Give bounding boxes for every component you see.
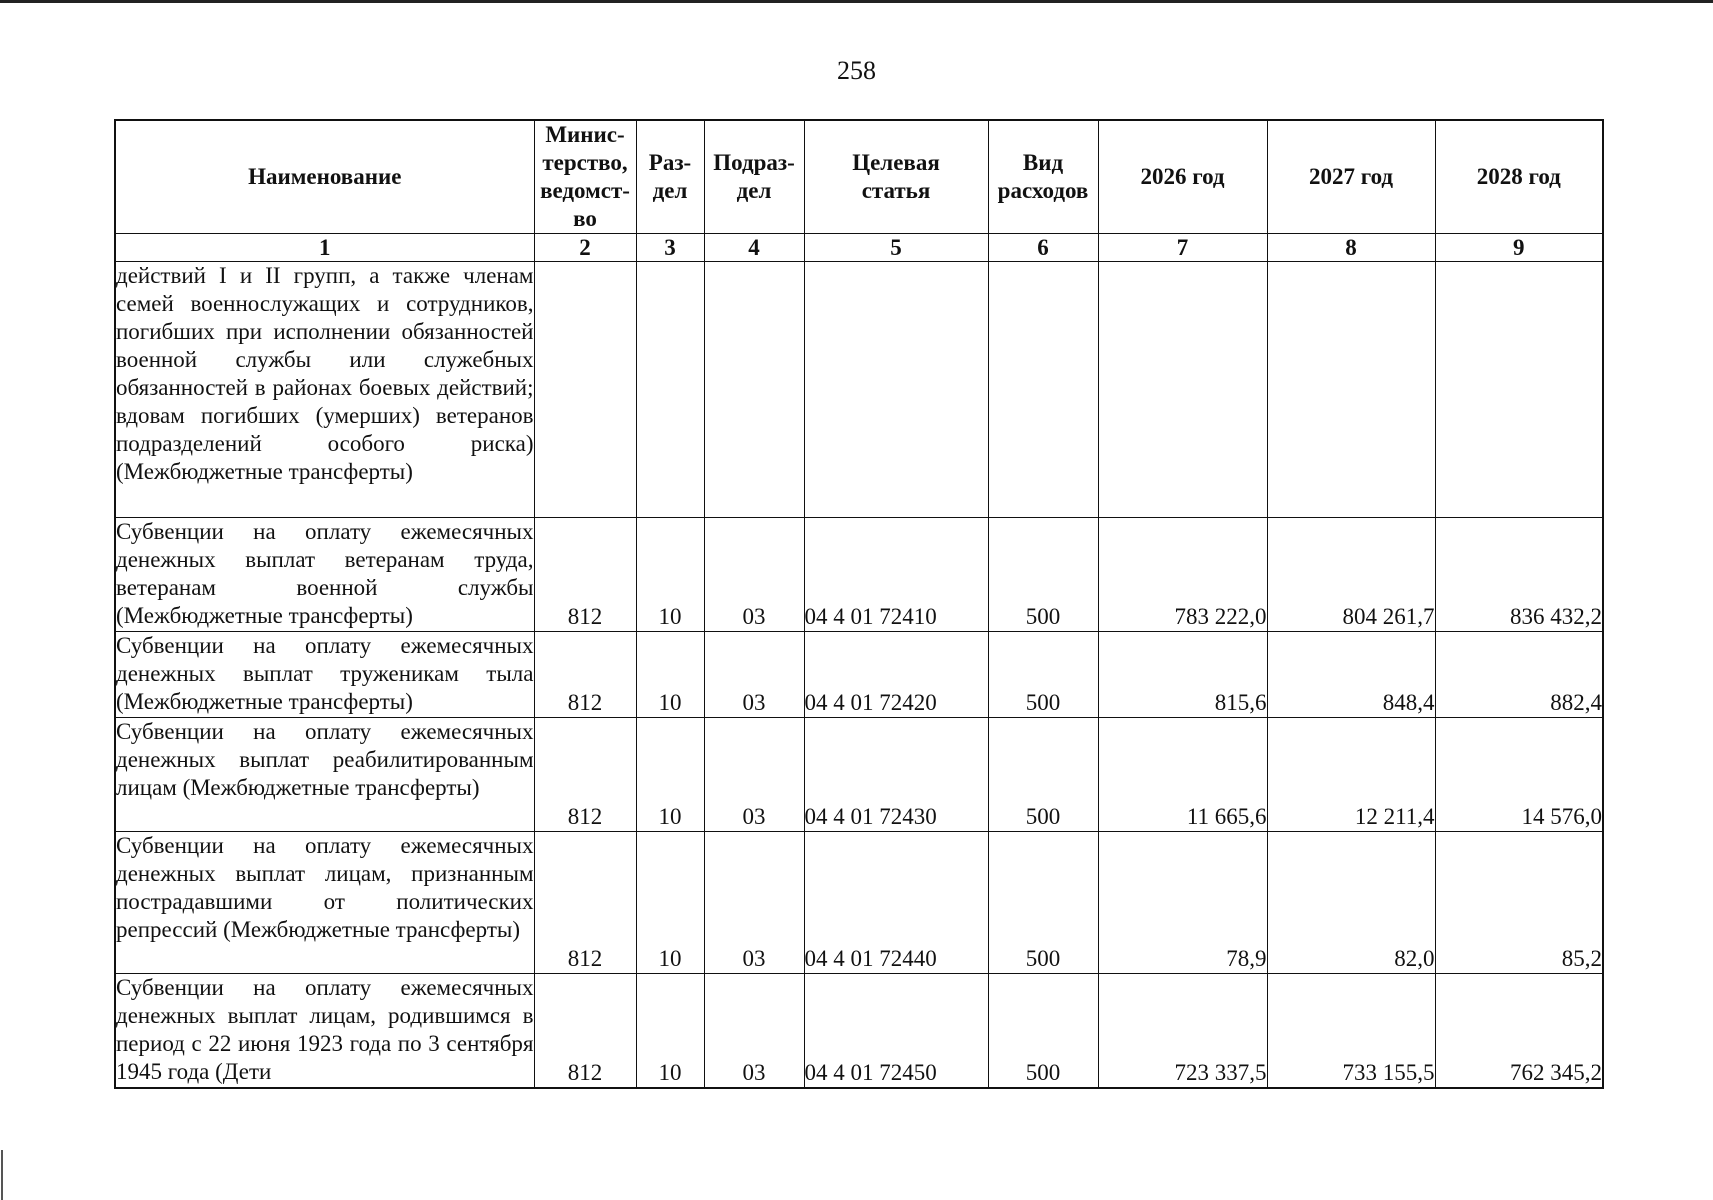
col-number: 6	[988, 234, 1098, 262]
col-header-2026: 2026 год	[1098, 120, 1267, 234]
row-2026: 723 337,5	[1098, 974, 1267, 1088]
col-number: 5	[804, 234, 988, 262]
table-row	[115, 974, 1603, 1088]
row-2027	[1267, 262, 1435, 518]
budget-table	[114, 119, 1604, 1089]
row-ministry: 812	[534, 518, 636, 632]
row-section: 10	[636, 632, 704, 718]
row-ministry	[534, 262, 636, 518]
row-section: 10	[636, 832, 704, 974]
scan-edge-mark	[1, 1150, 3, 1200]
table-row	[115, 832, 1603, 974]
row-2027: 733 155,5	[1267, 974, 1435, 1088]
row-expense-type: 500	[988, 974, 1098, 1088]
row-expense-type: 500	[988, 518, 1098, 632]
col-header-target: Целевая статья	[804, 120, 988, 234]
row-subsection: 03	[704, 718, 804, 832]
row-2027: 804 261,7	[1267, 518, 1435, 632]
row-ministry: 812	[534, 632, 636, 718]
row-subsection	[704, 262, 804, 518]
row-2026	[1098, 262, 1267, 518]
row-2027: 848,4	[1267, 632, 1435, 718]
col-header-name: Наименование	[115, 120, 534, 234]
row-ministry: 812	[534, 974, 636, 1088]
row-section: 10	[636, 974, 704, 1088]
row-2027: 82,0	[1267, 832, 1435, 974]
row-subsection: 03	[704, 832, 804, 974]
col-header-section: Раз- дел	[636, 120, 704, 234]
row-expense-type: 500	[988, 632, 1098, 718]
table-row	[115, 718, 1603, 832]
row-name: Субвенции на оплату ежемесячных денежных выплат реабилитированным лицам (Межбюджетные трансферты)	[115, 718, 534, 832]
col-header-expense-type: Вид расходов	[988, 120, 1098, 234]
row-2028: 762 345,2	[1435, 974, 1603, 1088]
row-subsection: 03	[704, 518, 804, 632]
table-row	[115, 632, 1603, 718]
col-number: 8	[1267, 234, 1435, 262]
row-2026: 783 222,0	[1098, 518, 1267, 632]
row-section: 10	[636, 718, 704, 832]
col-number: 1	[115, 234, 534, 262]
header-row	[115, 120, 1603, 234]
row-name: Субвенции на оплату ежемесячных денежных выплат лицам, родившимся в период с 22 июня 1923 года по 3 сентября 1945 года (Дети	[115, 974, 534, 1088]
row-ministry: 812	[534, 718, 636, 832]
table-row	[115, 518, 1603, 632]
row-name: Субвенции на оплату ежемесячных денежных выплат лицам, признанным пострадавшими от политических репрессий (Межбюджетные трансферты)	[115, 832, 534, 974]
column-number-row	[115, 234, 1603, 262]
row-2027: 12 211,4	[1267, 718, 1435, 832]
col-number: 2	[534, 234, 636, 262]
row-target	[804, 262, 988, 518]
row-name: Субвенции на оплату ежемесячных денежных выплат ветеранам труда, ветеранам военной службы (Межбюджетные трансферты)	[115, 518, 534, 632]
row-target: 04 4 01 72430	[804, 718, 988, 832]
row-2026: 11 665,6	[1098, 718, 1267, 832]
row-section: 10	[636, 518, 704, 632]
row-name: Субвенции на оплату ежемесячных денежных выплат труженикам тыла (Межбюджетные трансферты)	[115, 632, 534, 718]
row-expense-type: 500	[988, 832, 1098, 974]
col-header-ministry: Минис- терство, ведомст- во	[534, 120, 636, 234]
row-ministry: 812	[534, 832, 636, 974]
row-2028: 14 576,0	[1435, 718, 1603, 832]
row-2026: 815,6	[1098, 632, 1267, 718]
col-number: 7	[1098, 234, 1267, 262]
row-target: 04 4 01 72440	[804, 832, 988, 974]
col-number: 3	[636, 234, 704, 262]
col-header-2027: 2027 год	[1267, 120, 1435, 234]
row-target: 04 4 01 72410	[804, 518, 988, 632]
row-subsection: 03	[704, 632, 804, 718]
row-subsection: 03	[704, 974, 804, 1088]
row-2028: 836 432,2	[1435, 518, 1603, 632]
row-name: действий I и II групп, а также членам семей военнослужащих и сотрудников, погибших при исполнении обязанностей военной службы или служебных обязанностей в районах боевых действий; вдовам погибших (умерших) ветеранов подразделений особого риска) (Межбюджетные трансферты)	[115, 262, 534, 518]
page-number: 258	[837, 56, 876, 85]
row-target: 04 4 01 72450	[804, 974, 988, 1088]
row-target: 04 4 01 72420	[804, 632, 988, 718]
col-header-subsection: Подраз- дел	[704, 120, 804, 234]
row-2028: 85,2	[1435, 832, 1603, 974]
row-section	[636, 262, 704, 518]
col-number: 4	[704, 234, 804, 262]
row-2028: 882,4	[1435, 632, 1603, 718]
row-expense-type: 500	[988, 718, 1098, 832]
row-2026: 78,9	[1098, 832, 1267, 974]
scan-top-border	[0, 0, 1713, 3]
col-number: 9	[1435, 234, 1603, 262]
row-2028	[1435, 262, 1603, 518]
row-expense-type	[988, 262, 1098, 518]
col-header-2028: 2028 год	[1435, 120, 1603, 234]
table-row	[115, 262, 1603, 518]
